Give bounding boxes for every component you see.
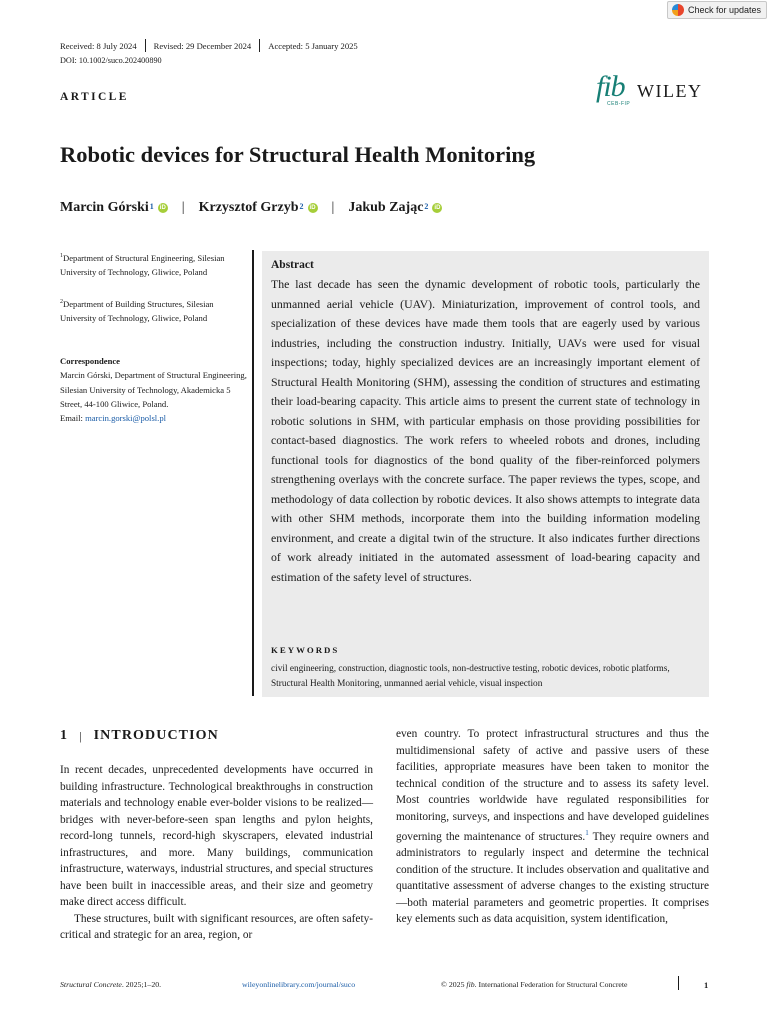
check-for-updates-button[interactable] — [667, 1, 767, 19]
section-number: 1 — [60, 728, 69, 743]
author-affiliation-ref[interactable]: 2 — [424, 201, 429, 211]
accepted-date: Accepted: 5 January 2025 — [268, 40, 358, 51]
body-paragraph: In recent decades, unprecedented developments have occurred in building infrastructure. Technological breakthroughs in construction materials and technology enable ever-bolder visions to be realized—bridges with never-before-seen span lengths and pylon heights, record-long tunnels, record-high skyscrapers, elevated industrial infrastructures, and more. Many buildings, communication infrastructure, waterways, industrial structures, and special structures have been built in inaccessible areas, and their size and geometry make direct access difficult. — [60, 764, 373, 908]
author-list — [60, 200, 442, 216]
email-label: Email: — [60, 413, 86, 424]
received-date: Received: 8 July 2024 — [60, 40, 137, 51]
body-text: even country. To protect infrastructural structures and thus the multidimensional safety of active and passive users of these facilities, appropriate measures have been taken to monitor the technical condition of the structure and to assess its safety level. Most countries worldwide have regulated responsibilities for monitoring, surveys, and inspections and have developed guidelines governing the maintenance of structures. — [396, 728, 709, 843]
crossmark-icon — [672, 4, 684, 16]
correspondence — [60, 354, 250, 425]
check-for-updates-label: Check for updates — [688, 5, 762, 15]
body-column-left — [60, 762, 373, 944]
affiliation-text: Department of Building Structures, Silesian University of Technology, Gliwice, Poland — [60, 298, 214, 324]
keywords-text: civil engineering, construction, diagnostic tools, non-destructive testing, robotic devices, robotic platforms, Structural Health Monitoring, unmanned aerial vehicle, visual inspection — [271, 664, 670, 690]
orcid-icon[interactable]: iD — [309, 205, 316, 211]
affiliation-2 — [60, 295, 250, 325]
article-dates — [60, 39, 358, 52]
footer-copyright-pre: © 2025 — [441, 980, 467, 989]
section-title: INTRODUCTION — [93, 728, 219, 743]
body-paragraph: These structures, built with significant resources, are often safety-critical and strategic for an area, region, or — [60, 912, 373, 941]
abstract-heading: Abstract — [271, 259, 314, 271]
orcid-icon[interactable]: iD — [434, 205, 441, 211]
fib-logo-subtitle: CEB-FIP — [607, 101, 631, 107]
author-separator: | — [181, 200, 185, 215]
correspondence-text: Marcin Górski, Department of Structural Engineering, Silesian University of Technology, Akademicka 5 Street, 44-100 Gliwice, Poland. — [60, 370, 247, 409]
section-heading — [60, 728, 219, 744]
correspondence-email — [60, 411, 250, 425]
wiley-logo: WILEY — [637, 81, 703, 101]
footer-journal-name: Structural Concrete — [60, 980, 122, 989]
footer-copyright — [441, 980, 628, 989]
affiliation-1 — [60, 249, 250, 279]
author-name[interactable]: Marcin Górski — [60, 200, 149, 215]
fib-logo: fib — [596, 70, 625, 103]
footer-copyright-post: . International Federation for Structural Concrete — [474, 980, 628, 989]
email-link[interactable]: marcin.gorski@polsl.pl — [85, 413, 167, 424]
author-separator: | — [331, 200, 335, 215]
page-number: 1 — [704, 980, 709, 990]
footer-journal — [60, 980, 161, 989]
abstract-rule — [252, 250, 254, 696]
affiliation-marker: 1 — [60, 253, 63, 259]
paper-title: Robotic devices for Structural Health Monitoring — [60, 142, 536, 167]
author-affiliation-ref[interactable]: 1 — [149, 201, 154, 211]
footer-url[interactable]: wileyonlinelibrary.com/journal/suco — [242, 980, 356, 989]
date-divider — [259, 39, 260, 52]
abstract-text: The last decade has seen the dynamic development of robotic tools, particularly the unmanned aerial vehicle (UAV). Miniaturization, improvement of control tools, and specialization of these devices have made them tools that are eagerly used by various industries, including the construction industry. Initially, UAVs were used for visual inspections; today, highly specialized devices are an increasingly important element of Structural Health Monitoring (SHM), assessing the condition of structures and estimating their load-bearing capacity. This article aims to present the current state of technology in robotic solutions in SHM, with particular emphasis on those providing possibilities for contact-based diagnostics. The work refers to wheeled robots and drones, including functional tools for diagnostics of the bond quality of the fiber-reinforced polymers strengthening overlays with the concrete surface. The paper reviews the types, scope, and methodology of data collection by robotic devices. It also shows attempts to integrate data with other SHM methods, incorporate them into the building information modeling environment, and create a digital twin of the structure. It also indicates further directions of work already initiated in the automated assessment of load-bearing capacity and estimation of the safety level of structures. — [271, 277, 700, 584]
date-divider — [145, 39, 146, 52]
affiliation-marker: 2 — [60, 299, 63, 305]
keywords-heading: KEYWORDS — [271, 645, 340, 655]
body-column-right — [396, 726, 709, 928]
footer-copyright-fib: fib — [466, 980, 475, 989]
affiliation-text: Department of Structural Engineering, Silesian University of Technology, Gliwice, Poland — [60, 252, 225, 278]
body-text: They require owners and administrators to regularly inspect and determine the technical condition of the structure. It includes observation and qualitative and quantitative assessment of adverse changes to the existing structure—both material parameters and geometric properties. It comprises key elements such as data acquisition, system identification, — [396, 830, 709, 926]
footer-journal-volume: . 2025;1–20. — [121, 980, 162, 989]
footer-divider — [678, 976, 679, 990]
author-affiliation-ref[interactable]: 2 — [299, 201, 304, 211]
section-separator: | — [79, 728, 83, 743]
author-name[interactable]: Jakub Zając — [348, 200, 424, 215]
article-type: ARTICLE — [60, 91, 129, 103]
orcid-icon[interactable]: iD — [159, 205, 166, 211]
revised-date: Revised: 29 December 2024 — [153, 40, 252, 51]
citation-ref[interactable]: 1 — [585, 829, 589, 837]
correspondence-heading: Correspondence — [60, 356, 120, 366]
doi: DOI: 10.1002/suco.202400890 — [60, 56, 162, 65]
author-name[interactable]: Krzysztof Grzyb — [198, 200, 299, 215]
